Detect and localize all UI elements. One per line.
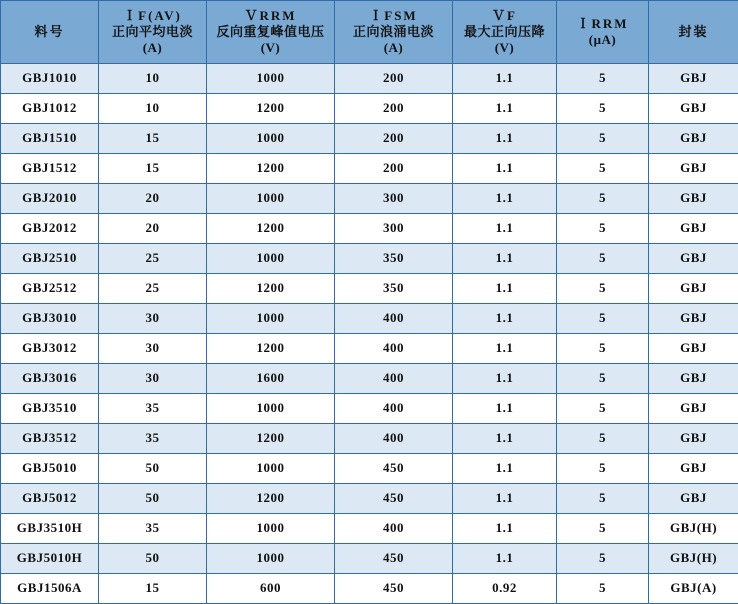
- table-cell: 10: [99, 64, 207, 94]
- part-number-cell: GBJ2510: [1, 244, 99, 274]
- table-row: [1, 64, 738, 94]
- table-cell: 400: [335, 364, 453, 394]
- column-header-4: [453, 1, 557, 64]
- table-cell: 10: [99, 94, 207, 124]
- table-cell: 35: [99, 424, 207, 454]
- table-cell: 50: [99, 544, 207, 574]
- table-cell: 1000: [207, 124, 335, 154]
- part-number-cell: GBJ3512: [1, 424, 99, 454]
- table-cell: 5: [557, 454, 649, 484]
- table-row: [1, 244, 738, 274]
- table-cell: GBJ: [649, 154, 738, 184]
- column-header-line: 反向重复峰值电压: [207, 24, 334, 40]
- table-row: [1, 184, 738, 214]
- table-row: [1, 274, 738, 304]
- column-header-1: [99, 1, 207, 64]
- column-header-line: (A): [335, 40, 452, 56]
- column-header-2: [207, 1, 335, 64]
- table-cell: 35: [99, 394, 207, 424]
- table-row: [1, 304, 738, 334]
- table-cell: 1000: [207, 454, 335, 484]
- table-cell: 30: [99, 364, 207, 394]
- table-cell: 5: [557, 154, 649, 184]
- table-cell: 1000: [207, 184, 335, 214]
- part-number-cell: GBJ3010: [1, 304, 99, 334]
- table-cell: 350: [335, 274, 453, 304]
- table-cell: 1.1: [453, 124, 557, 154]
- table-cell: 1.1: [453, 484, 557, 514]
- part-number-cell: GBJ2512: [1, 274, 99, 304]
- table-cell: GBJ: [649, 334, 738, 364]
- table-row: [1, 454, 738, 484]
- column-header-6: [649, 1, 738, 64]
- table-cell: 5: [557, 184, 649, 214]
- column-header-line: (V): [453, 40, 556, 56]
- table-row: [1, 424, 738, 454]
- table-cell: 35: [99, 514, 207, 544]
- table-cell: 1200: [207, 274, 335, 304]
- table-row: [1, 394, 738, 424]
- table-cell: 5: [557, 304, 649, 334]
- table-cell: 1.1: [453, 334, 557, 364]
- table-cell: GBJ: [649, 274, 738, 304]
- table-cell: 1000: [207, 544, 335, 574]
- table-cell: GBJ: [649, 214, 738, 244]
- table-cell: 30: [99, 304, 207, 334]
- table-cell: 5: [557, 64, 649, 94]
- part-number-cell: GBJ1012: [1, 94, 99, 124]
- column-header-line: ＶF: [453, 8, 556, 24]
- table-cell: GBJ: [649, 184, 738, 214]
- table-cell: 200: [335, 124, 453, 154]
- table-cell: 1.1: [453, 454, 557, 484]
- table-row: [1, 574, 738, 604]
- table-cell: 300: [335, 214, 453, 244]
- table-row: [1, 484, 738, 514]
- column-header-line: 正向浪涌电淡: [335, 24, 452, 40]
- table-cell: 5: [557, 424, 649, 454]
- table-cell: 50: [99, 484, 207, 514]
- table-cell: GBJ(H): [649, 544, 738, 574]
- table-cell: 1.1: [453, 184, 557, 214]
- table-cell: 30: [99, 334, 207, 364]
- table-cell: 5: [557, 214, 649, 244]
- column-header-line: 正向平均电淡: [99, 24, 206, 40]
- table-cell: 5: [557, 394, 649, 424]
- part-number-cell: GBJ5010H: [1, 544, 99, 574]
- table-cell: 1.1: [453, 274, 557, 304]
- table-row: [1, 514, 738, 544]
- column-header-line: (A): [99, 40, 206, 56]
- column-header-0: [1, 1, 99, 64]
- table-cell: 25: [99, 244, 207, 274]
- table-cell: GBJ: [649, 124, 738, 154]
- table-cell: 20: [99, 184, 207, 214]
- table-cell: 0.92: [453, 574, 557, 604]
- table-cell: 1200: [207, 484, 335, 514]
- table-cell: 1200: [207, 154, 335, 184]
- table-cell: 1.1: [453, 514, 557, 544]
- column-header-3: [335, 1, 453, 64]
- table-cell: GBJ(A): [649, 574, 738, 604]
- table-cell: GBJ: [649, 244, 738, 274]
- table-cell: 1.1: [453, 424, 557, 454]
- table-cell: 1200: [207, 94, 335, 124]
- table-cell: 1.1: [453, 544, 557, 574]
- table-cell: 200: [335, 64, 453, 94]
- column-header-line: ＶRRM: [207, 8, 334, 24]
- table-cell: 1000: [207, 64, 335, 94]
- table-row: [1, 364, 738, 394]
- table-cell: 400: [335, 424, 453, 454]
- column-header-line: 封装: [649, 24, 738, 40]
- column-header-line: (μA): [557, 32, 648, 48]
- part-number-cell: GBJ1010: [1, 64, 99, 94]
- table-body: [1, 64, 738, 604]
- table-cell: 5: [557, 94, 649, 124]
- table-cell: 25: [99, 274, 207, 304]
- table-cell: 5: [557, 574, 649, 604]
- table-header-row: [1, 1, 738, 64]
- part-number-cell: GBJ5012: [1, 484, 99, 514]
- table-cell: 50: [99, 454, 207, 484]
- table-cell: 1000: [207, 514, 335, 544]
- table-cell: 400: [335, 394, 453, 424]
- table-cell: 450: [335, 454, 453, 484]
- table-cell: 5: [557, 364, 649, 394]
- table-cell: 1.1: [453, 154, 557, 184]
- table-cell: 400: [335, 514, 453, 544]
- table-cell: 1000: [207, 304, 335, 334]
- table-cell: GBJ: [649, 64, 738, 94]
- table-cell: 1.1: [453, 94, 557, 124]
- table-cell: 200: [335, 94, 453, 124]
- table-cell: 1.1: [453, 304, 557, 334]
- table-row: [1, 124, 738, 154]
- table-cell: 450: [335, 484, 453, 514]
- part-number-cell: GBJ2012: [1, 214, 99, 244]
- part-number-cell: GBJ1510: [1, 124, 99, 154]
- table-cell: 15: [99, 124, 207, 154]
- column-header-line: 最大正向压降: [453, 24, 556, 40]
- table-cell: 200: [335, 154, 453, 184]
- table-cell: 1.1: [453, 364, 557, 394]
- table-cell: 15: [99, 154, 207, 184]
- table-row: [1, 214, 738, 244]
- table-cell: GBJ: [649, 424, 738, 454]
- table-cell: GBJ: [649, 394, 738, 424]
- table-cell: 1.1: [453, 394, 557, 424]
- table-cell: 5: [557, 334, 649, 364]
- column-header-line: ＩRRM: [557, 16, 648, 32]
- table-cell: 20: [99, 214, 207, 244]
- table-cell: 450: [335, 574, 453, 604]
- table-cell: 5: [557, 244, 649, 274]
- part-number-cell: GBJ3012: [1, 334, 99, 364]
- table-cell: GBJ(H): [649, 514, 738, 544]
- table-header: [1, 1, 738, 64]
- part-number-cell: GBJ3510H: [1, 514, 99, 544]
- table-cell: 1200: [207, 334, 335, 364]
- table-cell: 5: [557, 514, 649, 544]
- column-header-line: (V): [207, 40, 334, 56]
- part-number-cell: GBJ3016: [1, 364, 99, 394]
- table-cell: 5: [557, 484, 649, 514]
- table-cell: 1.1: [453, 64, 557, 94]
- table-cell: 5: [557, 544, 649, 574]
- table-cell: 1600: [207, 364, 335, 394]
- table-cell: 1200: [207, 424, 335, 454]
- column-header-line: 料号: [1, 24, 98, 40]
- part-number-cell: GBJ3510: [1, 394, 99, 424]
- column-header-line: ＩF(AV): [99, 8, 206, 24]
- part-number-cell: GBJ5010: [1, 454, 99, 484]
- table-cell: 400: [335, 334, 453, 364]
- table-cell: 1000: [207, 244, 335, 274]
- table-row: [1, 154, 738, 184]
- table-row: [1, 544, 738, 574]
- table-cell: GBJ: [649, 94, 738, 124]
- column-header-5: [557, 1, 649, 64]
- table-cell: 5: [557, 124, 649, 154]
- table-cell: GBJ: [649, 304, 738, 334]
- table-cell: 1.1: [453, 244, 557, 274]
- table-cell: 15: [99, 574, 207, 604]
- table-cell: 450: [335, 544, 453, 574]
- table-cell: 300: [335, 184, 453, 214]
- table-cell: 600: [207, 574, 335, 604]
- table-row: [1, 334, 738, 364]
- table-cell: 1.1: [453, 214, 557, 244]
- table-cell: GBJ: [649, 364, 738, 394]
- table-cell: 400: [335, 304, 453, 334]
- column-header-line: ＩFSM: [335, 8, 452, 24]
- part-number-cell: GBJ1506A: [1, 574, 99, 604]
- table-row: [1, 94, 738, 124]
- part-number-cell: GBJ1512: [1, 154, 99, 184]
- table-cell: GBJ: [649, 484, 738, 514]
- table-cell: GBJ: [649, 454, 738, 484]
- table-cell: 1000: [207, 394, 335, 424]
- table-cell: 1200: [207, 214, 335, 244]
- part-number-cell: GBJ2010: [1, 184, 99, 214]
- table-cell: 5: [557, 274, 649, 304]
- table-cell: 350: [335, 244, 453, 274]
